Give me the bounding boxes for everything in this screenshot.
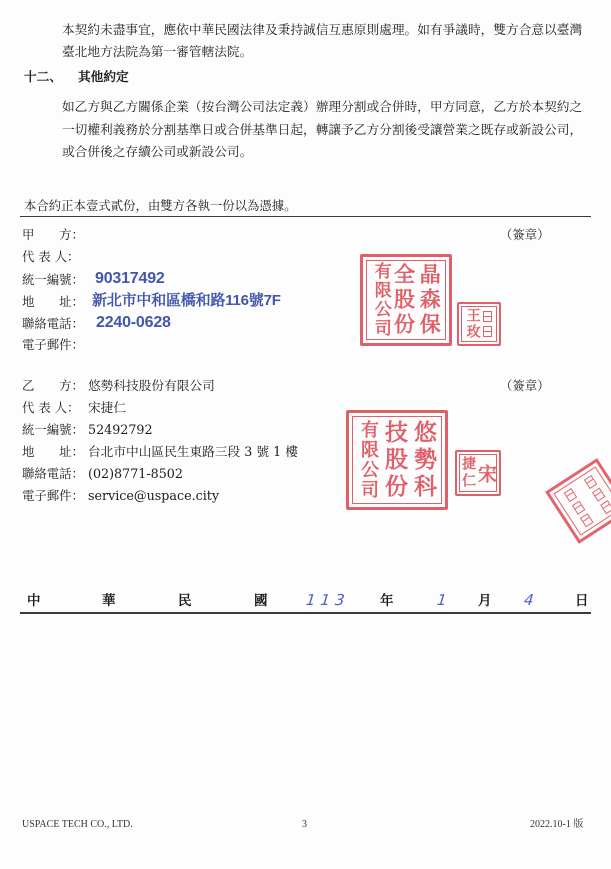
party-a-phone-stamp: 2240-0628 (96, 314, 171, 331)
date-year-handwritten: 113 (305, 591, 351, 609)
party-a-address-stamp: 新北市中和區橋和路116號7F (92, 292, 281, 309)
seal-column: 王玫 (464, 308, 481, 340)
seal-column: 悠勢科 (410, 419, 437, 501)
seal-column: 技股份 (381, 419, 408, 501)
seal-column: 有限公司 (370, 262, 391, 338)
seal-mark (583, 475, 597, 489)
party-a-signature-label: （簽章） (500, 227, 550, 242)
party-b-label: 乙 方： (22, 378, 84, 393)
party-b-personal-seal (455, 450, 501, 496)
party-b-phone-label: 聯絡電話： (22, 466, 84, 481)
party-a-phone-label: 聯絡電話： (22, 316, 84, 331)
divider-line (20, 216, 591, 217)
clause-line: 本契約未盡事宜，應依中華民國法律及秉持誠信互惠原則處理。如有爭議時，雙方合意以臺灣 (62, 22, 583, 37)
party-a-personal-seal (457, 302, 501, 346)
date-day-unit: 日 (575, 593, 589, 609)
seal-mark-column (582, 473, 611, 516)
party-b-rep-label: 代 表 人： (22, 400, 80, 415)
party-b-address-label: 地 址： (22, 444, 84, 459)
party-b-rep: 宋捷仁 (88, 400, 127, 415)
section-line: 如乙方與乙方關係企業（按台灣公司法定義）辦理分割或合併時，甲方同意，乙方於本契約之 (62, 99, 583, 114)
seal-column: 宋 (475, 463, 497, 483)
section-title: 其他約定 (78, 69, 129, 84)
party-a-rep-label: 代 表 人： (22, 249, 80, 264)
edge-seal-clip (543, 458, 611, 544)
party-a-tax-id-stamp: 90317492 (95, 270, 165, 287)
footer-company: USPACE TECH CO., LTD. (22, 819, 133, 830)
seal-inner-border (553, 466, 611, 535)
seal-column: 全股份 (391, 262, 417, 338)
seal-inner-border (461, 306, 497, 342)
seal-mark (599, 500, 611, 514)
date-year-unit: 年 (380, 593, 394, 609)
date-day-handwritten: 4 (523, 591, 535, 609)
seal-column: 捷仁 (460, 456, 476, 490)
party-a-address-label: 地 址： (22, 294, 84, 309)
party-b-name: 悠勢科技股份有限公司 (88, 378, 215, 393)
party-b-address: 台北市中山區民生東路三段 3 號 1 樓 (88, 444, 298, 459)
date-underline (20, 612, 591, 614)
edge-seal (545, 458, 611, 544)
seal-mark (563, 488, 577, 502)
party-a-tax-id-label: 統一編號： (22, 272, 84, 287)
seal-column: 有限公司 (358, 420, 379, 500)
party-a-company-seal (360, 254, 452, 346)
seal-column: 晶森保 (417, 262, 443, 338)
seal-mark (591, 487, 605, 501)
footer-version: 2022.10-1 版 (530, 819, 584, 830)
seal-mark (483, 311, 492, 322)
clause-line: 臺北地方法院為第一審管轄法院。 (62, 44, 253, 59)
party-b-company-seal (346, 410, 448, 510)
seal-mark-column (483, 309, 492, 339)
seal-inner-border (352, 416, 442, 504)
seal-mark (483, 326, 492, 337)
date-era-char: 中 (27, 593, 41, 609)
seal-inner-border (366, 260, 446, 340)
section-line: 或合併後之存續公司或新設公司。 (62, 144, 253, 159)
section-number: 十二、 (24, 69, 63, 84)
date-era-char: 民 (178, 593, 192, 609)
party-b-email-label: 電子郵件： (22, 488, 84, 503)
party-a-email-label: 電子郵件： (22, 337, 84, 352)
party-b-email: service@uspace.city (88, 488, 220, 503)
party-b-phone: (02)8771-8502 (88, 466, 183, 481)
party-b-tax-id-label: 統一編號： (22, 422, 84, 437)
party-b-tax-id: 52492792 (88, 422, 153, 437)
date-era-char: 國 (254, 593, 268, 609)
footer-page-number: 3 (302, 819, 307, 830)
date-era-char: 華 (102, 593, 116, 609)
seal-inner-border (459, 454, 497, 492)
copies-statement: 本合約正本壹式貳份，由雙方各執一份以為憑據。 (24, 198, 297, 213)
seal-mark (579, 513, 593, 527)
party-b-signature-label: （簽章） (500, 378, 550, 393)
seal-mark-column (562, 486, 594, 529)
section-line: 一切權利義務於分割基準日或合併基準日起，轉讓予乙方分割後受讓營業之既存或新設公司， (62, 122, 583, 137)
date-month-handwritten: 1 (436, 591, 448, 609)
seal-mark (571, 500, 585, 514)
date-month-unit: 月 (478, 593, 492, 609)
party-a-label: 甲 方： (22, 227, 84, 242)
